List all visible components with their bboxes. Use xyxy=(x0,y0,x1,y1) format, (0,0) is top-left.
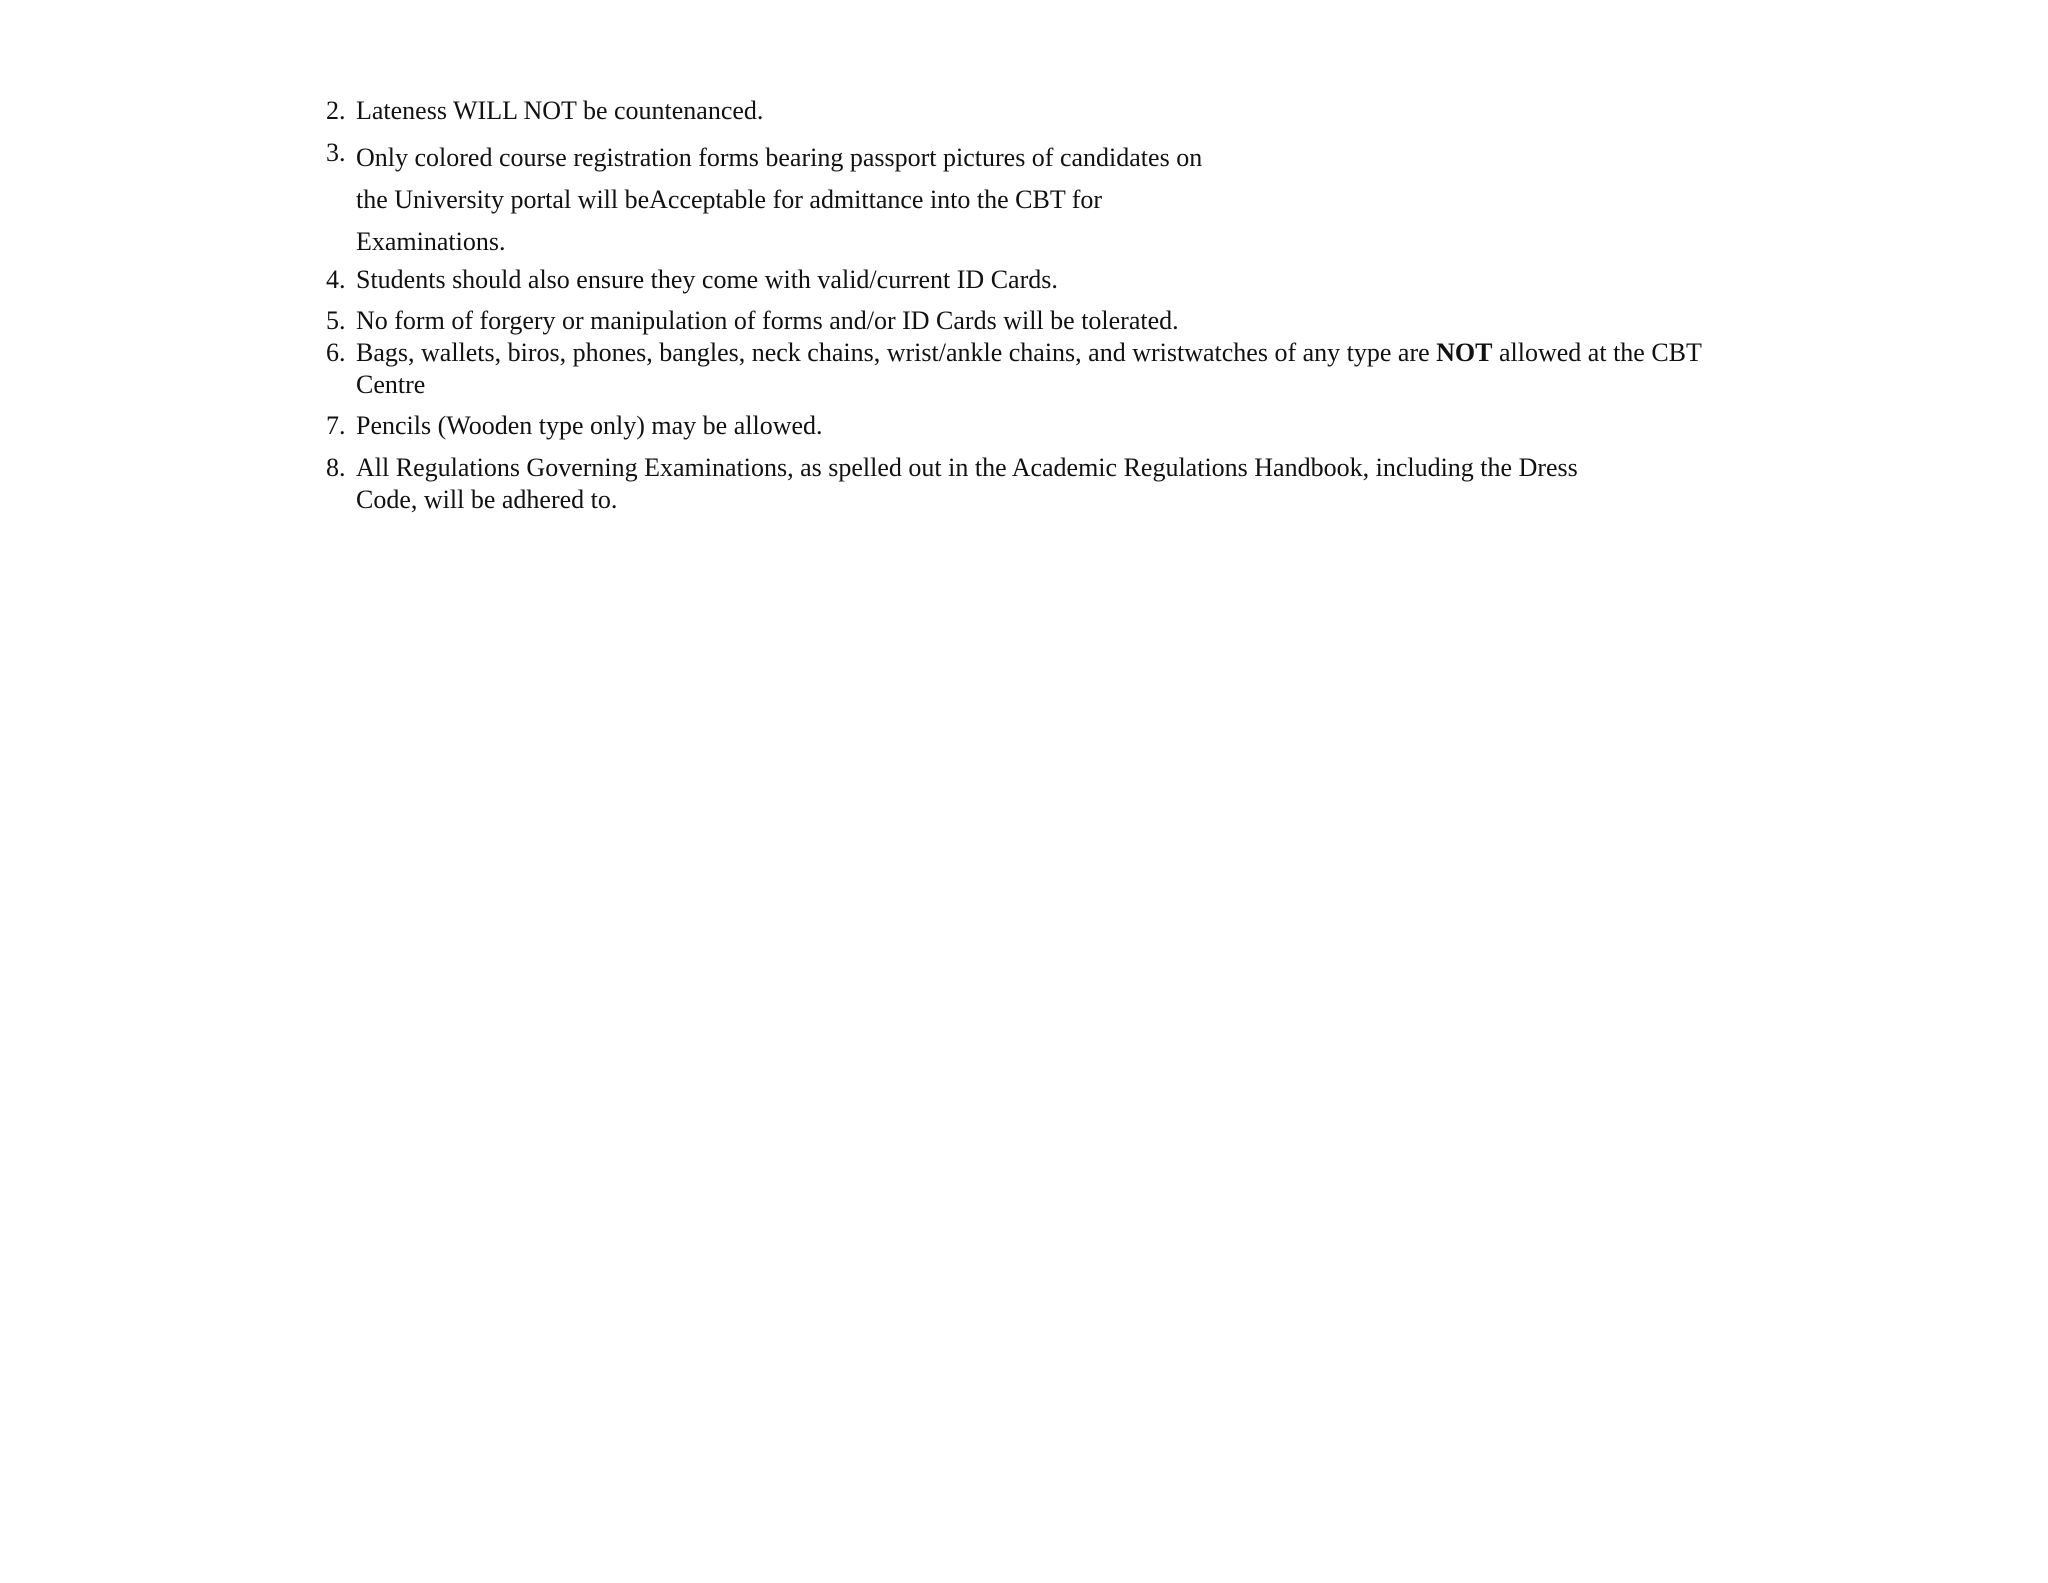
list-item-5 xyxy=(326,305,1179,337)
list-text: Lateness WILL NOT be countenanced. xyxy=(356,96,764,125)
list-number: 4. xyxy=(326,265,346,294)
list-text-part: allowed at the CBT xyxy=(1492,338,1702,367)
list-number: 8. xyxy=(326,453,346,482)
list-item-2 xyxy=(326,95,763,127)
list-number: 7. xyxy=(326,411,346,440)
list-text: No form of forgery or manipulation of forms and/or ID Cards will be tolerated. xyxy=(356,306,1179,335)
list-item-3 xyxy=(326,137,1202,263)
list-text: Only colored course registration forms bearing passport pictures of candidates on xyxy=(356,143,1203,172)
list-item-8 xyxy=(326,452,1578,516)
list-item-6 xyxy=(326,337,1702,401)
list-text: Students should also ensure they come with valid/current ID Cards. xyxy=(356,265,1058,294)
list-number: 5. xyxy=(326,306,346,335)
list-text xyxy=(356,337,1702,369)
list-text: the University portal will beAcceptable for admittance into the CBT for xyxy=(356,185,1103,214)
list-number: 3. xyxy=(326,138,346,167)
emphasis-text: NOT xyxy=(1436,338,1493,367)
list-text: Centre xyxy=(356,370,426,399)
list-text: Examinations. xyxy=(356,227,506,256)
list-item-4 xyxy=(326,264,1058,296)
list-text: Code, will be adhered to. xyxy=(356,485,618,514)
list-text: All Regulations Governing Examinations, as spelled out in the Academic Regulations Handbook, including the Dress xyxy=(356,453,1578,482)
list-item-7 xyxy=(326,410,823,442)
list-number: 6. xyxy=(326,338,346,367)
list-number: 2. xyxy=(326,96,346,125)
list-text: Pencils (Wooden type only) may be allowed. xyxy=(356,411,823,440)
list-text-part: Bags, wallets, biros, phones, bangles, neck chains, wrist/ankle chains, and wristwatches of any type are xyxy=(356,338,1437,367)
